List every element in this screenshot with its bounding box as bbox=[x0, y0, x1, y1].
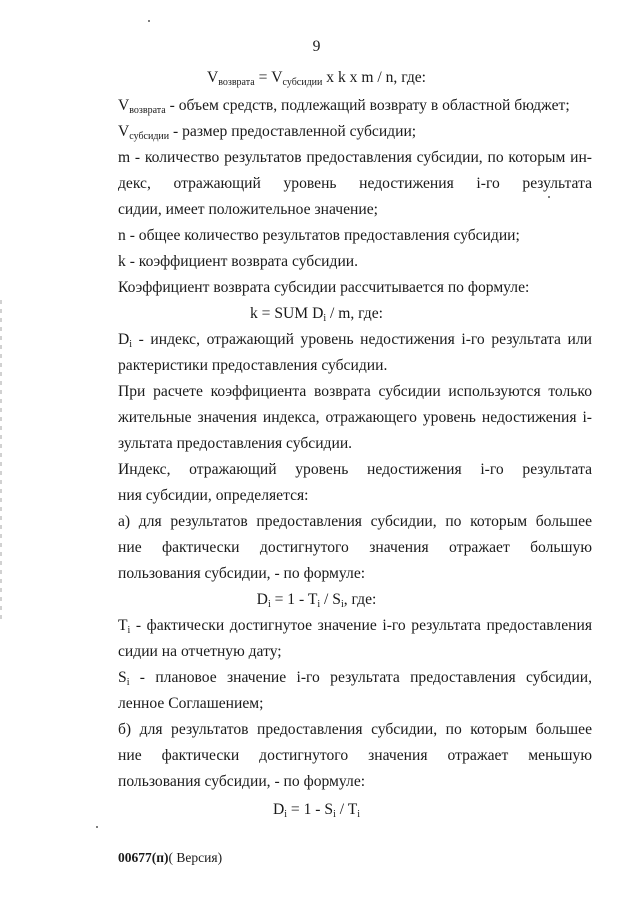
text-line: зультата предоставления субсидии. bbox=[118, 435, 353, 452]
text-line: m - количество результатов предоставления субсидии, по которым ин- bbox=[118, 149, 592, 166]
text-line: пользования субсидии, - по формуле: bbox=[118, 565, 366, 582]
text-line: б) для результатов предоставления субсидии, по которым большее bbox=[118, 721, 592, 738]
text-line: k = SUM $D_i$ / m, где: bbox=[249, 305, 383, 324]
text-line: жительные значения индекса, отражающего уровень недостижения i- bbox=[118, 409, 592, 426]
scan-speck bbox=[96, 826, 98, 828]
text-line: ленное Соглашением; bbox=[118, 695, 264, 712]
text-line: декс, отражающий уровень недостижения i-го результата bbox=[118, 175, 592, 192]
text-line: $S_i$ - плановое значение i-го результата предоставления субсидии, bbox=[118, 669, 592, 688]
text-line: ния субсидии, определяется: bbox=[118, 487, 309, 504]
text-line: $V_{субсидии}$ - размер предоставленной субсидии; bbox=[118, 123, 417, 142]
footer-version: ( Версия) bbox=[168, 850, 223, 865]
text-line: При расчете коэффициента возврата субсидии используются только bbox=[118, 383, 592, 400]
text-line: $D_i = 1 - T_i / S_i$, где: bbox=[256, 591, 377, 610]
text-line: $V_{возврата}$ - объем средств, подлежащий возврату в областной бюджет; bbox=[118, 97, 570, 116]
document-footer bbox=[118, 850, 222, 866]
text-line: сидии на отчетную дату; bbox=[118, 643, 282, 660]
text-line: пользования субсидии, - по формуле: bbox=[118, 773, 366, 790]
text-line: Коэффициент возврата субсидии рассчитывается по формуле: bbox=[118, 279, 530, 296]
scan-edge-artifact bbox=[0, 300, 2, 620]
text-line: $D_i$ - индекс, отражающий уровень недостижения i-го результата или bbox=[118, 331, 592, 350]
text-line: ние фактически достигнутого значения отражает большую bbox=[118, 539, 592, 556]
text-line: а) для результатов предоставления субсидии, по которым большее bbox=[118, 513, 592, 530]
scan-speck bbox=[548, 196, 550, 198]
text-line: n - общее количество результатов предоставления субсидии; bbox=[118, 227, 520, 244]
text-line: рактеристики предоставления субсидии. bbox=[118, 357, 388, 374]
text-line: $D_i = 1 - S_i / T_i$ bbox=[272, 801, 361, 820]
scan-speck bbox=[148, 20, 150, 22]
page-number: 9 bbox=[312, 38, 321, 55]
text-line: $V_{возврата} = V_{субсидии}$ x k x m / n, где: bbox=[206, 69, 427, 88]
text-line: $T_i$ - фактически достигнутое значение i-го результата предоставления bbox=[118, 617, 592, 636]
text-line: ние фактически достигнутого значения отражает меньшую bbox=[118, 747, 592, 764]
text-line: k - коэффициент возврата субсидии. bbox=[118, 253, 359, 270]
text-line: Индекс, отражающий уровень недостижения i-го результата bbox=[118, 461, 592, 478]
footer-code: 00677(п) bbox=[118, 850, 169, 865]
text-line: сидии, имеет положительное значение; bbox=[118, 201, 378, 218]
